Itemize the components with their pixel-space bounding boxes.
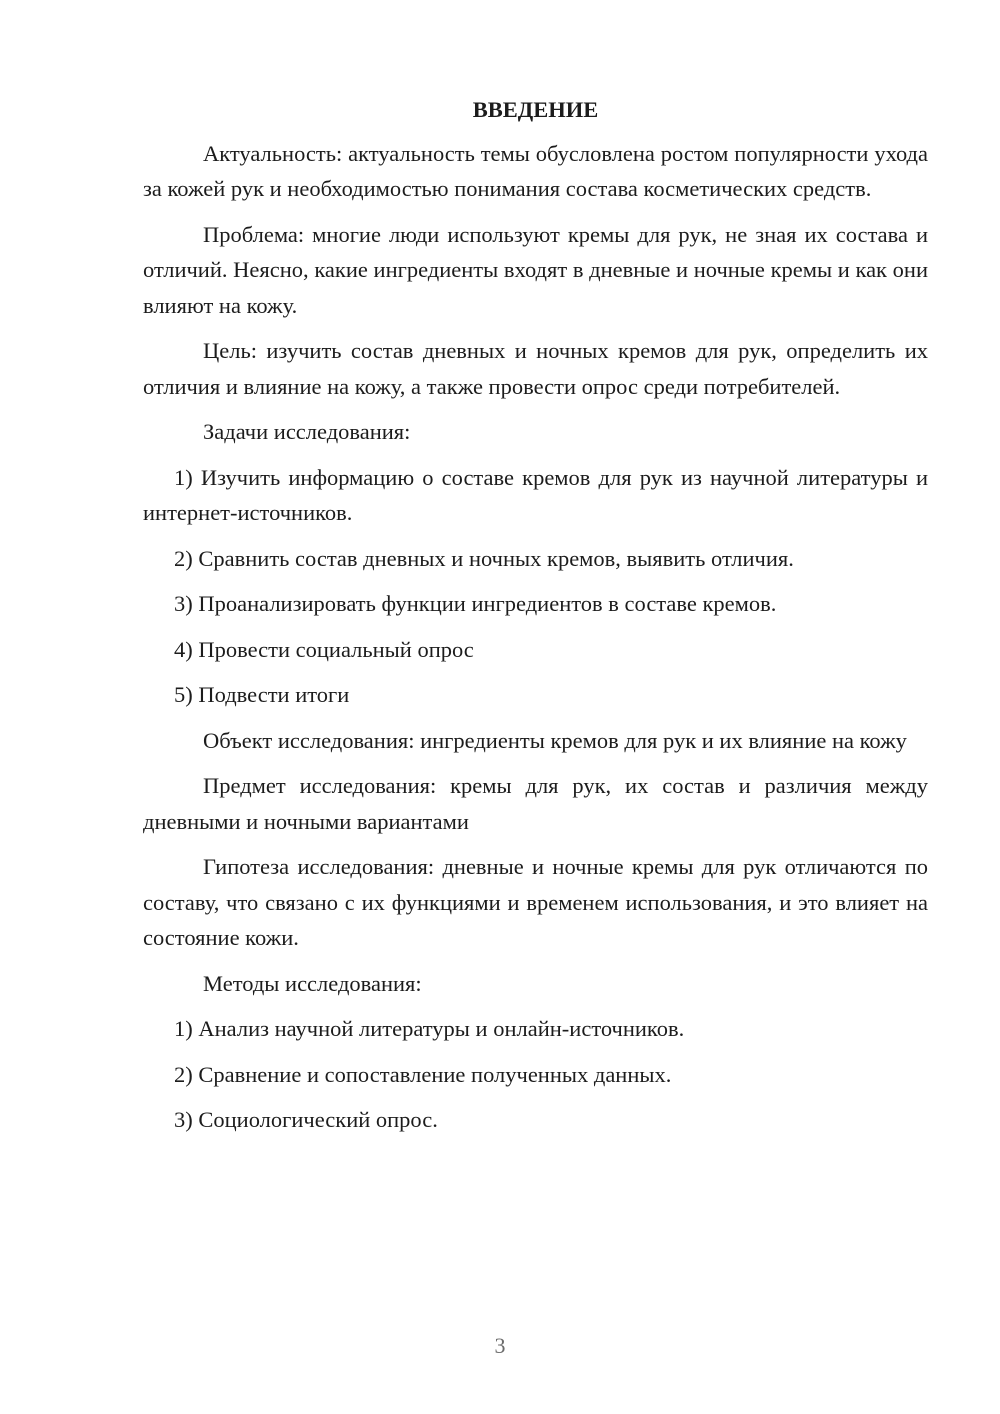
document-page (143, 92, 928, 1148)
method-item: 1) Анализ научной литературы и онлайн-источников. (174, 1016, 685, 1041)
method-item: 2) Сравнение и сопоставление полученных данных. (174, 1061, 672, 1087)
paragraph-goal: Цель: изучить состав дневных и ночных кремов для рук, определить их отличия и влияние на кожу, а также провести опрос среди потребителей. (143, 338, 928, 399)
tasks-heading: Задачи исследования: (203, 419, 411, 444)
task-item: 1) Изучить информацию о составе кремов для рук из научной литературы и интернет-источников. (143, 464, 928, 525)
paragraph-problem: Проблема: многие люди используют кремы для рук, не зная их состава и отличий. Неясно, какие ингредиенты входят в дневные и ночные кремы и как они влияют на кожу. (143, 221, 928, 318)
task-item: 3) Проанализировать функции ингредиентов в составе кремов. (174, 591, 777, 616)
page-number: 3 (494, 1333, 506, 1358)
task-item: 4) Провести социальный опрос (174, 636, 474, 662)
task-item: 2) Сравнить состав дневных и ночных кремов, выявить отличия. (174, 545, 794, 571)
method-item: 3) Социологический опрос. (174, 1107, 438, 1132)
task-item: 5) Подвести итоги (174, 682, 350, 707)
paragraph-hypothesis: Гипотеза исследования: дневные и ночные кремы для рук отличаются по составу, что связано с их функциями и временем использования, и это влияет на состояние кожи. (143, 854, 928, 950)
paragraph-relevance: Актуальность: актуальность темы обусловлена ростом популярности ухода за кожей рук и необходимостью понимания состава косметических средств. (143, 140, 928, 201)
paragraph-subject: Предмет исследования: кремы для рук, их состав и различия между дневными и ночными вариантами (143, 773, 928, 834)
paragraph-object: Объект исследования: ингредиенты кремов для рук и их влияние на кожу (203, 727, 907, 753)
section-title: ВВЕДЕНИЕ (472, 97, 599, 122)
methods-heading: Методы исследования: (203, 970, 422, 996)
